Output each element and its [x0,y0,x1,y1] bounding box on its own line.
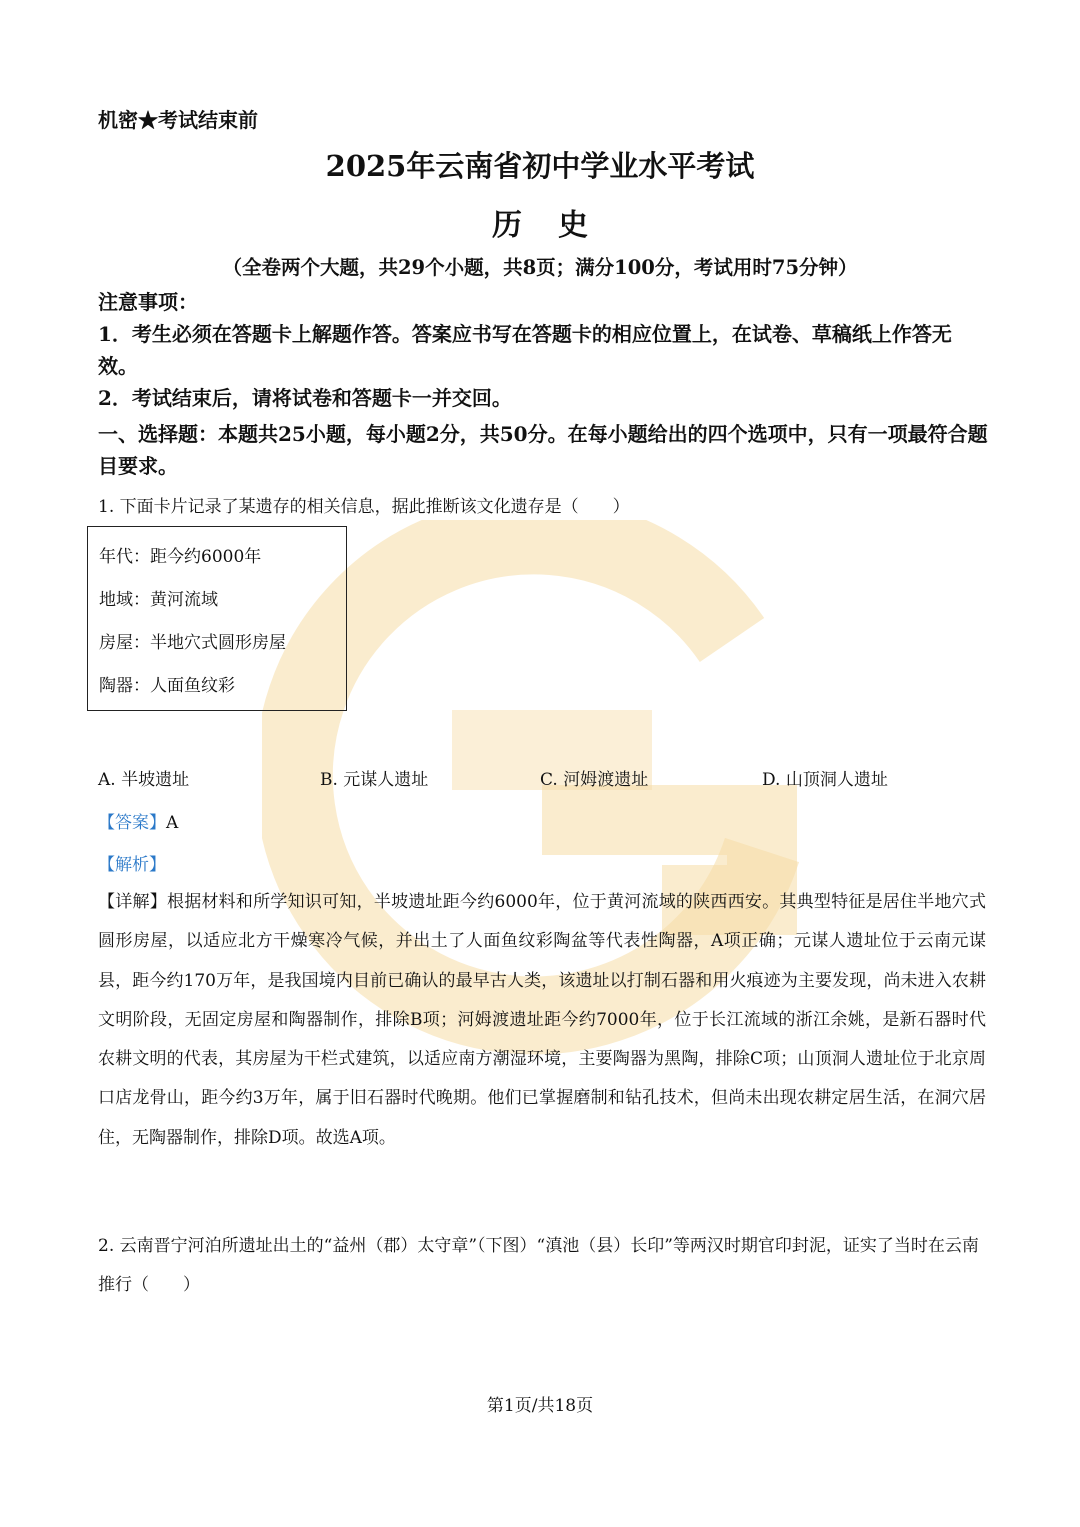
card-line-region: 地域：黄河流域 [99,590,218,610]
option-c: C. 河姆渡遗址 [540,770,649,790]
answer-value: A [166,813,179,833]
analysis-tag: 【解析】 [98,855,166,875]
answer-line [98,808,178,833]
note-item-1: 1．考生必须在答题卡上解题作答。答案应书写在答题卡的相应位置上，在试卷、草稿纸上作答无效。 [98,322,952,378]
subject-title: 历史 [492,208,624,243]
card-line-pottery: 陶器：人面鱼纹彩 [99,676,235,696]
question-1-stem: 1. 下面卡片记录了某遗存的相关信息，据此推断该文化遗存是（ ） [98,497,630,517]
detail-tag: 【详解】 [98,892,167,912]
note-item-2: 2．考试结束后，请将试卷和答题卡一并交回。 [98,386,512,410]
section-heading: 一、选择题：本题共25小题，每小题2分，共50分。在每小题给出的四个选项中，只有一项最符合题目要求。 [98,422,988,478]
notes-block [98,286,988,482]
option-d: D. 山顶洞人遗址 [762,770,888,790]
notes-heading: 注意事项： [98,290,198,314]
info-card [87,526,347,711]
confidential-label: 机密★考试结束前 [98,108,258,132]
detail-explanation [98,883,986,1158]
detail-text: 根据材料和所学知识可知，半坡遗址距今约6000年，位于黄河流域的陕西西安。其典型特征是居住半地穴式圆形房屋，以适应北方干燥寒冷气候，并出土了人面鱼纹彩陶盆等代表性陶器，A项正确；元谋人遗址位于云南元谋县，距今约170万年，是我国境内目前已确认的最早古人类，该遗址以打制石器和用火痕迹为主要发现，尚未进入农耕文明阶段，无固定房屋和陶器制作，排除B项；河姆渡遗址距今约7000年，位于长江流域的浙江余姚，是新石器时代农耕文明的代表，其房屋为干栏式建筑，以适应南方潮湿环境，主要陶器为黑陶，排除C项；山顶洞人遗址位于北京周口店龙骨山，距今约3万年，属于旧石器时代晚期。他们已掌握磨制和钻孔技术，但尚未出现农耕定居生活，在洞穴居住，无陶器制作，排除D项。故选A项。 [98,892,987,1148]
page-number: 第1页/共18页 [486,1396,594,1416]
option-a: A. 半坡遗址 [98,770,190,790]
exam-title: 2025年云南省初中学业水平考试 [325,149,755,183]
answer-tag: 【答案】 [98,813,166,833]
question-2-stem [98,1227,986,1305]
option-b: B. 元谋人遗址 [320,770,429,790]
exam-info: （全卷两个大题，共29个小题，共8页；满分100分，考试用时75分钟） [222,256,858,279]
question-2-text: 2. 云南晋宁河泊所遗址出土的“益州（郡）太守章”（下图）“滇池（县）长印”等两汉时期官印封泥，证实了当时在云南推行（ ） [98,1236,979,1295]
card-line-house: 房屋：半地穴式圆形房屋 [99,633,286,653]
card-line-era: 年代：距今约6000年 [99,547,262,567]
